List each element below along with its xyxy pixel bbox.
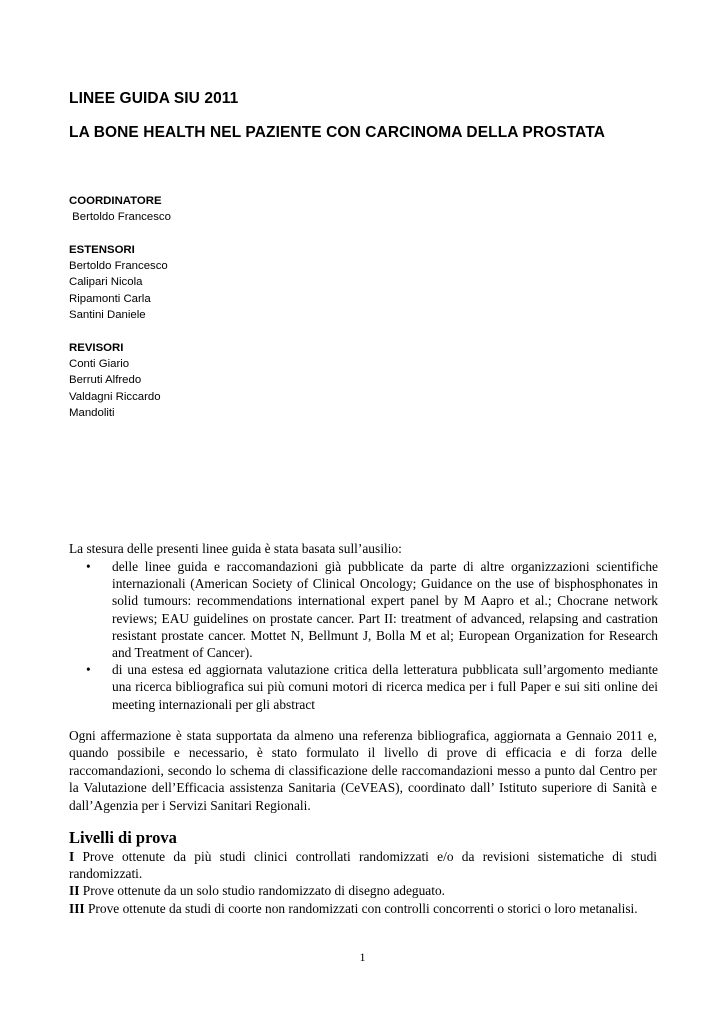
methodology-paragraph: Ogni affermazione è stata supportata da almeno una referenza bibliografica, aggiornata a Gennaio 2011 e, quando possibile e necessario, è stato formulato il livello di prove di efficacia e di forza delle raccomandazioni, secondo lo schema di classificazione delle raccomandazioni messo a punto dal Centro per la Valutazione dell’Efficacia assistenza Sanitaria (CeVEAS), coordinato dall’ Istituto superiore di Sanità e dall’Agenzia per i Servizi Sanitari Regionali. — [69, 728, 657, 813]
level-text: Prove ottenute da più studi clinici controllati randomizzati e/o da revisioni sistematiche di studi randomizzati. — [69, 849, 657, 882]
level-code: III — [69, 900, 85, 916]
revisori-section — [69, 340, 161, 421]
levels-list — [69, 848, 657, 917]
bullet-icon: • — [86, 559, 91, 574]
revisori-heading: REVISORI — [69, 342, 124, 354]
estensori-name: Calipari Nicola — [69, 276, 143, 289]
level-code: I — [69, 849, 75, 864]
level-code: II — [69, 883, 80, 899]
level-text: Prove ottenute da un solo studio randomizzato di disegno adeguato. — [79, 883, 445, 899]
page-number: 1 — [359, 950, 366, 964]
list-item — [86, 661, 658, 713]
source-list — [86, 558, 658, 713]
coordinatore-name: Bertoldo Francesco — [69, 211, 171, 224]
level-item — [69, 882, 657, 899]
level-item — [69, 900, 657, 917]
levels-heading: Livelli di prova — [69, 828, 177, 847]
revisori-name: Valdagni Riccardo — [69, 390, 161, 403]
intro-text: La stesura delle presenti linee guida è stata basata sull’ausilio: — [69, 541, 402, 556]
list-item — [86, 558, 658, 661]
coordinatore-heading: COORDINATORE — [69, 195, 162, 207]
revisori-name: Berruti Alfredo — [69, 374, 142, 387]
estensori-name: Bertoldo Francesco — [69, 260, 168, 273]
level-item — [69, 848, 657, 882]
estensori-section — [69, 242, 168, 323]
level-text: Prove ottenute da studi di coorte non randomizzati con controlli concorrenti o storici o loro metanalisi. — [84, 900, 638, 916]
estensori-name: Santini Daniele — [69, 308, 146, 321]
document-title: LINEE GUIDA SIU 2011 — [69, 90, 239, 107]
bullet-icon: • — [86, 662, 91, 678]
list-item-text: delle linee guida e raccomandazioni già pubblicate da parte di altre organizzazioni scientifiche internazionali (American Society of Clinical Oncology; Guidance on the use of bisphosphonates in solid tumours: recommendations international expert panel by M Aapro et al.; Chocrane network reviews; EAU guidelines on prostate cancer. Part II: treatment of advanced, relapsing and castration resistant prostate cancer. Mottet N, Bellmunt J, Bolla M et al; European Organization for Research and Treatment of Cancer). — [112, 559, 658, 661]
list-item-text: di una estesa ed aggiornata valutazione critica della letteratura pubblicata sull’argomento mediante una ricerca bibliografica sui più comuni motori di ricerca medica per i full Paper e sui siti online dei meeting internazionali per gli abstract — [112, 662, 658, 712]
document-subtitle: LA BONE HEALTH NEL PAZIENTE CON CARCINOMA DELLA PROSTATA — [69, 124, 606, 141]
estensori-heading: ESTENSORI — [69, 244, 135, 256]
revisori-name: Conti Giario — [69, 358, 130, 371]
estensori-name: Ripamonti Carla — [69, 292, 151, 305]
coordinatore-section — [69, 193, 171, 225]
revisori-name: Mandoliti — [69, 406, 115, 419]
